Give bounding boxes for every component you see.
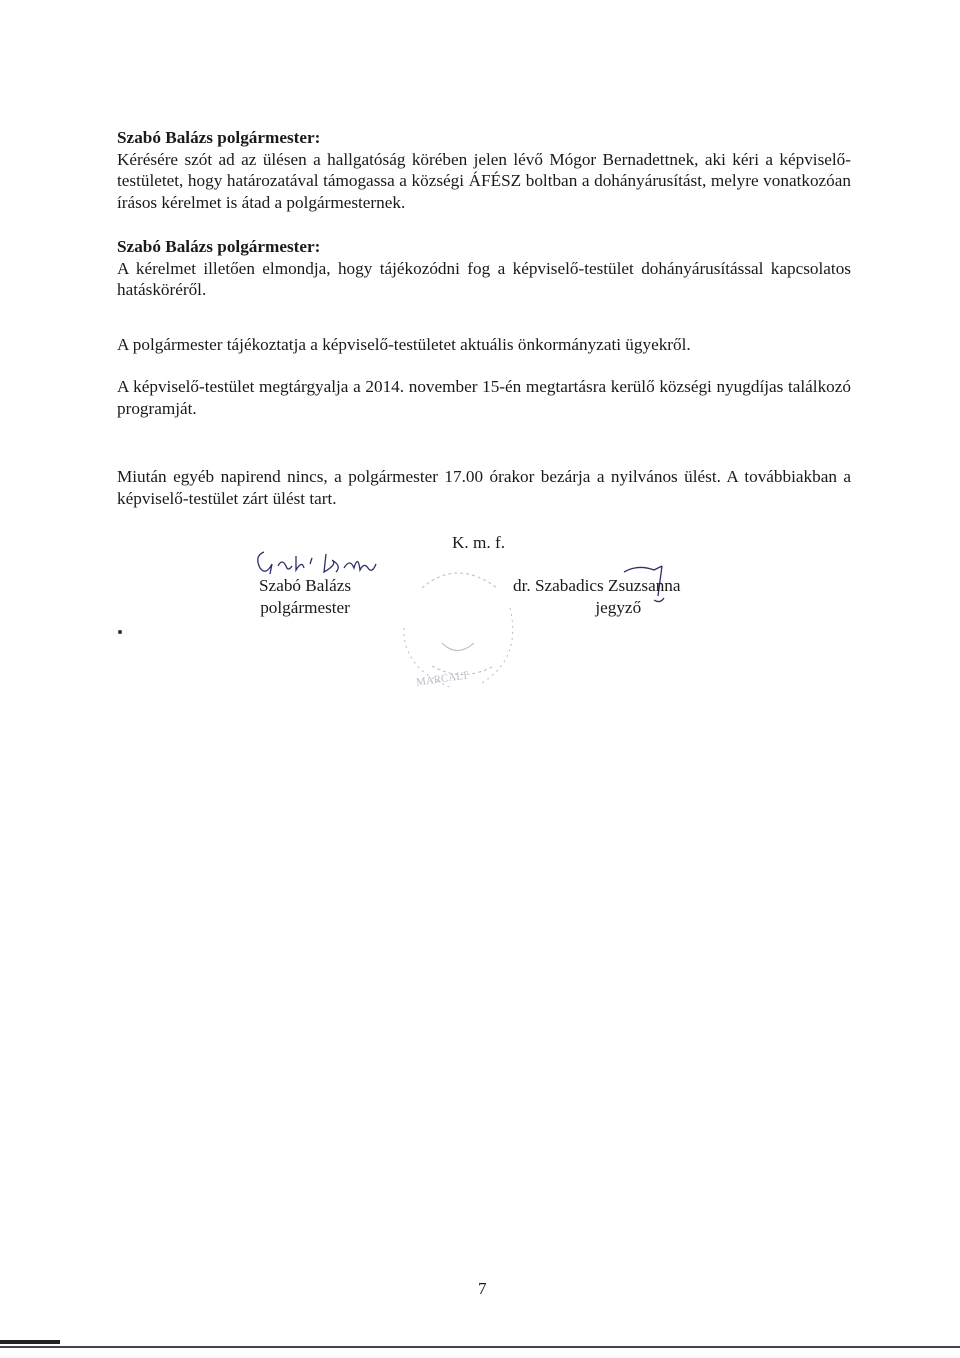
paragraph-text: A képviselő-testület megtárgyalja a 2014. november 15-én megtartásra kerülő községi nyugdíjas találkozó programját.	[117, 377, 851, 418]
paragraph-block-mayor-request	[117, 127, 851, 213]
signatory-title: jegyző	[595, 597, 642, 617]
signatory-title: polgármester	[260, 597, 350, 617]
speaker-heading: Szabó Balázs polgármester:	[117, 237, 321, 256]
svg-text:MARCALT: MARCALT	[415, 669, 470, 689]
paragraph-block-affairs	[117, 334, 851, 356]
scan-edge-mark	[0, 1340, 60, 1344]
paragraph-block-pensioners-meeting	[117, 376, 851, 419]
paragraph-block-mayor-response	[117, 236, 851, 301]
bottom-rule	[0, 1346, 960, 1348]
page-number: 7	[478, 1279, 487, 1298]
signature-block-notary	[513, 575, 681, 618]
paragraph-text: Miután egyéb napirend nincs, a polgármester 17.00 órakor bezárja a nyilvános ülést. A továbbiakban a képviselő-testület zárt ülést tart.	[117, 467, 851, 508]
signatory-name: dr. Szabadics Zsuzsanna	[513, 576, 681, 595]
signatory-name: Szabó Balázs	[259, 576, 352, 595]
speaker-heading: Szabó Balázs polgármester:	[117, 128, 321, 147]
signature-block-mayor	[259, 575, 351, 618]
paragraph-text: Kérésére szót ad az ülésen a hallgatóság körében jelen lévő Mógor Bernadettnek, aki kéri a képviselő-testületet, hogy határozatával támogassa a községi ÁFÉSZ boltban a dohányárusítást, melyre vonatkozóan írásos kérelmet is átad a polgármesternek.	[117, 149, 851, 212]
stray-dot	[118, 630, 122, 634]
kmf-label: K. m. f.	[452, 533, 505, 552]
paragraph-text: A polgármester tájékoztatja a képviselő-testületet aktuális önkormányzati ügyekről.	[117, 335, 691, 354]
paragraph-block-closing	[117, 466, 851, 509]
paragraph-text: A kérelmet illetően elmondja, hogy tájékozódni fog a képviselő-testület dohányárusítással kapcsolatos hatásköréről.	[117, 258, 851, 299]
official-seal	[382, 548, 532, 698]
